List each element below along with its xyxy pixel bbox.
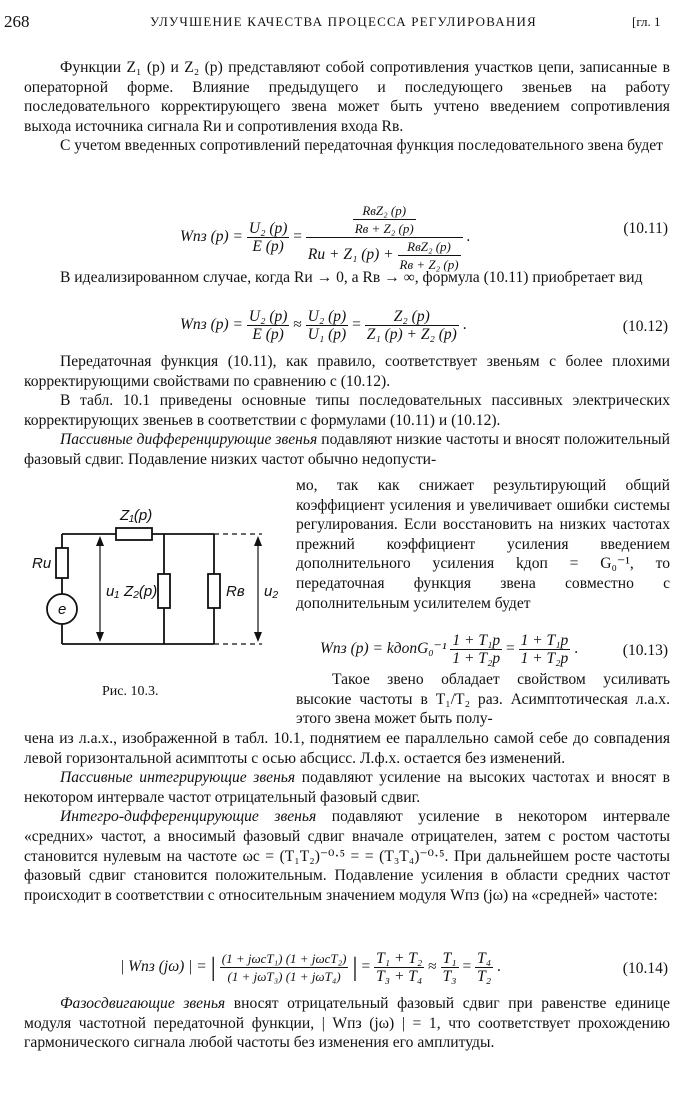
term-passive-differentiating: Пассивные дифференцирующие звенья [60,431,318,449]
eq4-f4-den: T₂ [477,968,492,985]
eq4-f3-num: T₁ [442,950,457,967]
u2-arrowhead-top [254,536,262,546]
label-e: e [58,601,67,618]
equation-10-12 [24,306,670,348]
chapter-marker: [гл. 1 [632,14,661,29]
eq1-f1-den: E (p) [247,237,290,255]
text-block-3 [24,352,670,470]
label-z1: Z₁(p) [120,507,153,524]
eq2-f2-num: U₂ (p) [307,308,347,325]
eq1-equals: = [293,228,303,246]
paragraph-10 [24,994,670,1053]
ri-resistor [56,548,68,578]
paragraph-8 [24,768,670,807]
eq4-f2-num: T₁ + T₂ [376,950,423,967]
eq3-period: . [574,640,579,658]
eq2-period: . [462,316,467,334]
eq1-period: . [466,228,471,246]
eq3-f1-num: 1 + T₁p [452,632,501,649]
eq1-den-f-num: RвZ₂ (p) [407,239,451,254]
eq4-approx: ≈ [428,958,437,976]
label-z2: Z₂(p) [124,583,158,600]
label-ri: Rи [32,555,52,572]
eq4-fraction-3 [441,950,459,985]
eq1-number: (10.11) [623,220,668,237]
side-text: мо, так как снижает результирующий общий коэффициент усиления и увеличивает ошибки системы регулирования. Если восстановить на низких частотах прежний коэффициент усиления введением дополнительного усиления kдоп = G₀⁻¹, то передаточная функция звена совместно с дополнительным усилителем будет [296,477,670,612]
paragraph-8-rest: подавляют усиление на высоких частотах и вносят в некотором интервале частот отрицательный фазовый сдвиг. [24,769,670,806]
eq2-f2-den: U₁ (p) [307,326,347,343]
text-block-2 [24,268,670,288]
eq4-f1-num: (1 + jωсT₁) (1 + jωсT₂) [221,951,347,966]
eq2-f1-num: U₂ (p) [248,308,288,325]
equation-10-13 [24,630,670,670]
eq4-f2-den: T₃ + T₄ [376,968,423,985]
eq2-approx: ≈ [293,316,302,334]
eq1-fraction-u2-e [247,220,290,255]
eq1-num-fraction [353,202,416,237]
paragraph-1: Функции Z₁ (p) и Z₂ (p) представляют собой сопротивления участков цепи, записанные в операторной форме. Влияние предыдущего и последующего звеньев на работу последовательного корректирующего звена может быть учтено введением сопротивления выхода источника сигнала Rи и сопротивления входа Rв. [24,59,670,135]
eq2-f3-num: Z₂ (p) [393,308,430,325]
eq4-f1-den: (1 + jωT₃) (1 + jωT₄) [220,967,349,985]
paragraph-3: В идеализированном случае, когда Rи → 0, а Rв → ∞, формула (10.11) приобретает вид [60,269,643,286]
eq3-f2-num: 1 + T₁p [520,632,569,649]
eq1-big-num [306,202,463,237]
figure-caption: Рис. 10.3. [102,684,159,699]
eq4-fraction-2 [374,950,424,985]
paragraph-10-rest: вносят отрицательный фазовый сдвиг при равенстве единице модуля частотной передаточной функции, | Wпз (jω) | = 1, что соответствует прохождению гармонического сигнала любой частоты без изменения его амплитуды. [24,995,670,1052]
paragraph-4: Передаточная функция (10.11), как правило, соответствует звеньям с более плохими корректирующими свойствами по сравнению с (10.12). [24,353,670,390]
u1-arrowhead-top [96,536,104,546]
eq4-fraction-4 [475,950,493,985]
label-rv: Rв [226,583,245,600]
paragraph-5: В табл. 10.1 приведены основные типы последовательных пассивных электрических корректирующих звеньев в соответствии с формулами (10.11) и (10.12). [24,392,670,429]
paragraph-2: С учетом введенных сопротивлений передаточная функция последовательного звена будет [60,137,663,155]
label-u2: u₂ [264,583,279,600]
eq3-fraction-2 [519,632,571,667]
eq4-lhs: | Wпз (jω) | = [120,958,207,976]
eq1-num-den: Rв + Z₂ (p) [354,221,414,236]
page-number: 268 [4,12,30,31]
eq1-f1-num: U₂ (p) [248,220,288,237]
eq3-number: (10.13) [622,642,668,659]
eq4-f4-num: T₄ [477,950,492,967]
text-block-4 [24,729,670,905]
running-title: УЛУЧШЕНИЕ КАЧЕСТВА ПРОЦЕССА РЕГУЛИРОВАНИЯ [150,14,537,29]
eq3-f2-den: 1 + T₂p [520,650,569,667]
text-block-5 [24,994,670,1053]
term-integro-differentiating: Интегро-дифференцирующие звенья [60,808,317,826]
eq2-equals: = [352,316,361,334]
eq4-number: (10.14) [622,960,668,977]
label-u1: u₁ [106,583,120,600]
side-text-2: Такое звено обладает свойством усиливать высокие частоты в T₁/T₂ раз. Асимптотическая л.а.х. этого звена может быть полу- [296,671,670,728]
paragraph-9 [24,807,670,905]
eq4-period: . [496,958,501,976]
eq4-abs-left: | [210,952,216,982]
eq2-fraction-3 [365,308,459,343]
eq2-fraction-1 [247,308,290,343]
eq3-equals: = [505,640,515,658]
paragraph-6 [24,430,670,469]
eq4-equals: = [361,958,371,976]
text-block-1 [24,58,670,156]
equation-10-11 [24,196,670,272]
eq3-lhs: Wпз (p) = kдопG₀⁻¹ [320,640,447,658]
eq2-f1-den: E (p) [247,325,290,343]
eq4-f3-den: T₃ [442,968,457,985]
eq4-equals-2: = [462,958,472,976]
paragraph-9-rest: подавляют усиление в некотором интервале «средних» частот, а вносимый фазовый сдвиг вначале отрицателен, затем с ростом частоты становится нулевым на частоте ωс = (T₁T₂)⁻⁰·⁵ = = (T₃T₄)⁻⁰·⁵. При дальнейшем росте частоты фазовый сдвиг становится положительным. Подавление усиления в области средних частот происходит в соответствии с относительным значением модуля Wпз (jω) на «средней» частоте: [24,808,670,904]
rv-resistor [208,574,220,608]
paragraph-7: чена из л.а.х., изображенной в табл. 10.1, поднятием ее параллельно самой себе до совпадения левой горизонтальной асимптоты с осью абсцисс. Л.ф.х. остается без изменений. [24,730,670,767]
eq3-f1-den: 1 + T₂p [452,650,501,667]
page-header [0,10,690,34]
term-passive-integrating: Пассивные интегрирующие звенья [60,769,296,787]
eq2-number: (10.12) [622,318,668,335]
eq3-fraction-1 [450,632,502,667]
term-phase-shifting: Фазосдвигающие звенья [60,995,226,1012]
eq4-abs-right: | [352,952,358,982]
eq2-f3-den: Z₁ (p) + Z₂ (p) [366,326,457,343]
eq4-fraction-1 [220,950,349,985]
equation-10-14 [24,948,670,990]
eq1-big-fraction [306,202,463,273]
eq1-den-f-den: Rв + Z₂ (p) [399,257,459,272]
eq2-fraction-2 [306,308,349,343]
eq1-lhs: Wпз (p) = [180,228,243,246]
eq1-num-num: RвZ₂ (p) [362,203,407,218]
z1-impedance [116,528,152,540]
paragraph-6-rest: подавляют низкие частоты и вносят положительный фазовый сдвиг. Подавление низких частот обычно недопусти- [24,431,670,468]
eq1-den-left: Rи + Z₁ (p) + [307,246,394,264]
eq2-lhs: Wпз (p) = [180,316,243,334]
z2-impedance [158,574,170,608]
